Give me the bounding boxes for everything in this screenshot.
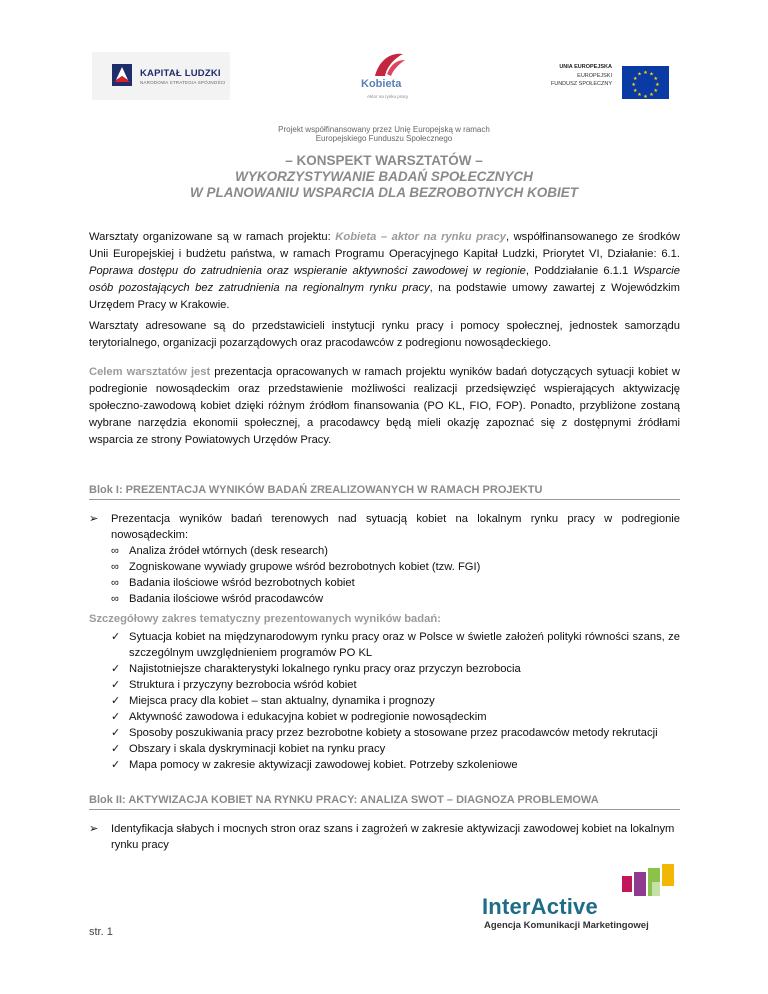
page-number: str. 1 bbox=[89, 926, 113, 938]
svg-text:★: ★ bbox=[632, 75, 638, 82]
eu-line-2: EUROPEJSKI bbox=[577, 73, 612, 79]
kapital-ludzki-title: KAPITAŁ LUDZKI bbox=[140, 68, 221, 79]
check-icon: ✓ bbox=[111, 679, 121, 691]
document-title-line-1: – KONSPEKT WARSZTATÓW – bbox=[285, 153, 483, 168]
infinity-bullet-icon: ∞ bbox=[111, 593, 119, 605]
list-item: ✓ Struktura i przyczyny bezrobocia wśród kobiet bbox=[111, 679, 357, 691]
svg-text:★: ★ bbox=[643, 93, 648, 99]
block-2-heading: Blok II: AKTYWIZACJA KOBIET NA RYNKU PRACY: ANALIZA SWOT – DIAGNOZA PROBLEMOWA bbox=[89, 794, 680, 810]
intro-p1-text-c: , Poddziałanie 6.1.1 bbox=[525, 265, 634, 277]
list-item: ✓ Sposoby poszukiwania pracy przez bezrobotne kobiety a stosowane przez pracodawców metody rekrutacji bbox=[111, 727, 658, 739]
submeasure-name: Wsparcie osób pozostających bez zatrudnienia na regionalnym rynku pracy bbox=[89, 265, 680, 294]
list-item: ✓ Mapa pomocy w zakresie aktywizacji zawodowej kobiet. Potrzeby szkoleniowe bbox=[111, 759, 518, 771]
kobieta-tagline: Aktor na rynku pracy bbox=[367, 94, 409, 99]
list-item: ✓ Aktywność zawodowa i edukacyjna kobiet w podregionie nowosądeckim bbox=[111, 711, 487, 723]
intro-paragraph-1 bbox=[89, 229, 680, 314]
list-item: ✓ Najistotniejsze charakterystyki lokalnego rynku pracy oraz przyczyn bezrobocia bbox=[111, 663, 521, 675]
block-1-bullet bbox=[89, 511, 680, 543]
svg-text:★: ★ bbox=[637, 71, 642, 78]
goal-lead: Celem warsztatów jest bbox=[89, 366, 211, 378]
svg-text:★: ★ bbox=[643, 70, 648, 76]
check-icon: ✓ bbox=[111, 727, 121, 739]
intro-p1-text-b: , współfinansowanego ze środków Unii Europejskiej i budżetu państwa, w ramach Programu Operacyjnego Kapitał Ludzki, Priorytet VI, Działanie: 6.1. bbox=[89, 231, 680, 260]
intro-paragraph-3 bbox=[89, 364, 680, 449]
block-1-heading: Blok I: PREZENTACJA WYNIKÓW BADAŃ ZREALIZOWANYCH W RAMACH PROJEKTU bbox=[89, 484, 680, 500]
check-icon: ✓ bbox=[111, 663, 121, 675]
scope-list bbox=[89, 629, 680, 773]
kobieta-emblem-icon bbox=[367, 50, 407, 80]
svg-text:★: ★ bbox=[649, 71, 654, 78]
infinity-bullet-icon: ∞ bbox=[111, 577, 119, 589]
svg-text:★: ★ bbox=[631, 81, 636, 88]
block-1-list bbox=[89, 511, 680, 607]
project-name: Kobieta – aktor na rynku pracy bbox=[335, 231, 506, 243]
interactive-squares-icon bbox=[622, 862, 682, 898]
list-item: ✓ Sytuacja kobiet na międzynarodowym rynku pracy oraz w Polsce w świetle założeń polityki równości szans, ze szczególnym uwzględnieniem programów PO KL bbox=[111, 631, 680, 659]
svg-text:★: ★ bbox=[649, 92, 654, 99]
infinity-bullet-icon: ∞ bbox=[111, 545, 119, 557]
project-note-line-2: Europejskiego Funduszu Społecznego bbox=[315, 134, 453, 143]
list-item: ∞ Analiza źródeł wtórnych (desk research) bbox=[111, 545, 328, 557]
interactive-tagline: Agencja Komunikacji Marketingowej bbox=[484, 920, 649, 931]
kapital-ludzki-mark-icon bbox=[112, 64, 132, 86]
svg-text:★: ★ bbox=[653, 75, 659, 82]
arrow-bullet-icon: ➢ bbox=[89, 513, 99, 525]
document-title-line-3: W PLANOWANIU WSPARCIA DLA BEZROBOTNYCH KOBIET bbox=[190, 185, 578, 200]
list-item: ∞ Zogniskowane wywiady grupowe wśród bezrobotnych kobiet (tzw. FGI) bbox=[111, 561, 481, 573]
measure-name: Poprawa dostępu do zatrudnienia oraz wspieranie aktywności zawodowej w regionie bbox=[89, 265, 526, 277]
project-note-line-1: Projekt współfinansowany przez Unię Europejską w ramach bbox=[278, 125, 490, 134]
kapital-ludzki-subtitle: NARODOWA STRATEGIA SPÓJNOŚCI bbox=[140, 80, 226, 85]
svg-text:★: ★ bbox=[655, 81, 660, 88]
kapital-ludzki-logo bbox=[92, 52, 230, 100]
eu-flag-icon bbox=[622, 66, 669, 99]
block-2-list bbox=[89, 821, 680, 853]
eu-logo bbox=[540, 64, 670, 104]
infinity-bullet-icon: ∞ bbox=[111, 561, 119, 573]
intro-p1-text-d: , na podstawie umowy zawartej z Wojewódzkim Urzędem Pracy w Krakowie. bbox=[89, 282, 680, 311]
interactive-logo bbox=[472, 862, 692, 942]
svg-text:★: ★ bbox=[637, 92, 642, 99]
check-icon: ✓ bbox=[111, 711, 121, 723]
arrow-bullet-icon: ➢ bbox=[89, 823, 99, 835]
goal-body: prezentacja opracowanych w ramach projektu wyników badań dotyczących sytuacji kobiet w podregionie nowosądeckim oraz przedstawienie możliwości realizacji przedsięwzięć wspierających aktywizację społeczno-zawodową kobiet dzięki różnym źródłom finansowania (PO KL, FIO, FOP). Ponadto, przybliżone zostaną wybrane narzędzia ekonomii społecznej, a pracodawcy będą mieli okazję zapoznać się z dostępnymi źródłami wsparcia ze strony Powiatowych Urzędów Pracy. bbox=[89, 366, 680, 446]
kobieta-brand: Kobieta bbox=[361, 78, 402, 90]
svg-text:★: ★ bbox=[653, 87, 659, 94]
svg-text:★: ★ bbox=[632, 87, 638, 94]
eu-line-1: UNIA EUROPEJSKA bbox=[559, 64, 612, 70]
eu-line-3: FUNDUSZ SPOŁECZNY bbox=[550, 81, 612, 87]
block-2-bullet-text: Identyfikacja słabych i mocnych stron oraz szans i zagrożeń w zakresie aktywizacji zawodowej kobiet na lokalnym rynku pracy bbox=[111, 823, 675, 851]
interactive-brand: InterActive bbox=[482, 894, 598, 919]
list-item: ∞ Badania ilościowe wśród bezrobotnych kobiet bbox=[111, 577, 355, 589]
document-title-line-2: WYKORZYSTYWANIE BADAŃ SPOŁECZNYCH bbox=[235, 169, 533, 184]
list-item: ✓ Miejsca pracy dla kobiet – stan aktualny, dynamika i prognozy bbox=[111, 695, 435, 707]
block-2-bullet bbox=[89, 821, 680, 853]
scope-heading: Szczegółowy zakres tematyczny prezentowanych wyników badań: bbox=[89, 613, 441, 625]
kobieta-logo bbox=[353, 50, 417, 106]
list-item: ∞ Badania ilościowe wśród pracodawców bbox=[111, 593, 324, 605]
intro-paragraph-2: Warsztaty adresowane są do przedstawicieli instytucji rynku pracy i pomocy społecznej, jednostek samorządu terytorialnego, organizacji pozarządowych oraz pracodawców z podregionu nowosądeckiego. bbox=[89, 320, 680, 349]
check-icon: ✓ bbox=[111, 743, 121, 755]
intro-p1-text-a: Warsztaty organizowane są w ramach projektu: bbox=[89, 231, 336, 243]
block-1-bullet-text: Prezentacja wyników badań terenowych nad sytuacją kobiet na lokalnym rynku pracy w podregionie nowosądeckim: bbox=[111, 513, 680, 541]
list-item: ✓ Obszary i skala dyskryminacji kobiet na rynku pracy bbox=[111, 743, 386, 755]
check-icon: ✓ bbox=[111, 759, 121, 771]
check-icon: ✓ bbox=[111, 695, 121, 707]
check-icon: ✓ bbox=[111, 631, 121, 643]
